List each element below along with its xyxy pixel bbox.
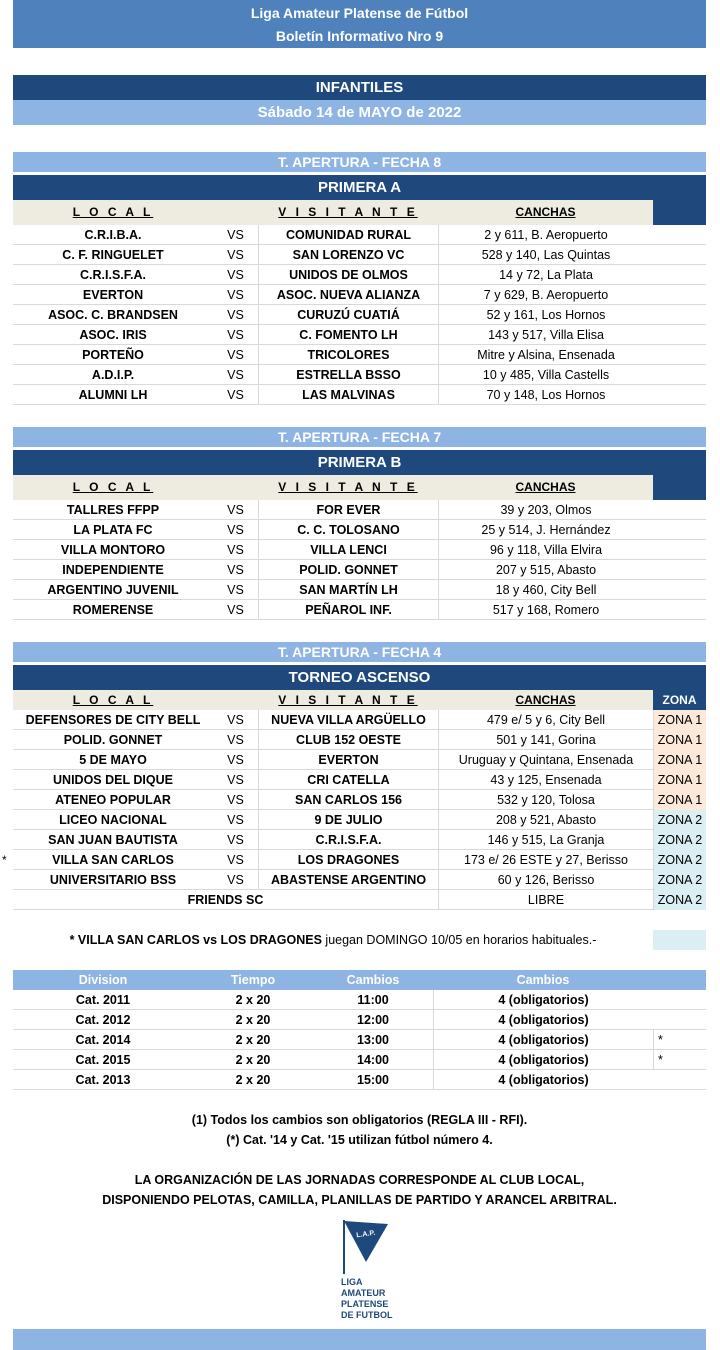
fixture-visitante: CURUZÚ CUATIÁ [258, 305, 438, 325]
fixture-cancha: 25 y 514, J. Hernández [438, 520, 653, 540]
fixture-zona: ZONA 2 [653, 870, 706, 890]
fixture-cancha: 2 y 611, B. Aeropuerto [438, 225, 653, 245]
fixture-local: LICEO NACIONAL [59, 813, 167, 827]
fixture-cancha: 528 y 140, Las Quintas [438, 245, 653, 265]
col-zona: ZONA [653, 690, 706, 710]
fixture-vs: VS [227, 328, 244, 342]
fixture-vs: VS [227, 543, 244, 557]
tt-hora: 15:00 [357, 1073, 389, 1087]
fixture-cancha: 517 y 168, Romero [438, 600, 653, 620]
fixture-vs: VS [227, 248, 244, 262]
tt-tiempo: 2 x 20 [235, 993, 271, 1007]
fixture-local: C.R.I.B.A. [84, 228, 142, 242]
libre-label: LIBRE [438, 890, 653, 910]
primera-b-title: PRIMERA B [13, 450, 706, 475]
fixture-row [13, 560, 706, 580]
fixture-visitante: C. FOMENTO LH [258, 325, 438, 345]
fixture-local: ARGENTINO JUVENIL [47, 583, 179, 597]
timetable-row [13, 1050, 706, 1070]
logo-wordmark [341, 1277, 393, 1321]
fixture-row [13, 580, 706, 600]
bulletin-number: Boletín Informativo Nro 9 [275, 28, 444, 44]
fixture-cancha: 7 y 629, B. Aeropuerto [438, 285, 653, 305]
fixture-vs: VS [227, 793, 244, 807]
bulletin-header [13, 0, 706, 48]
fixture-vs: VS [227, 753, 244, 767]
fixture-vs: VS [227, 388, 244, 402]
note-box [653, 930, 706, 950]
fixture-local: C.R.I.S.F.A. [80, 268, 146, 282]
fixture-cancha: 10 y 485, Villa Castells [438, 365, 653, 385]
tt-hora: 14:00 [357, 1053, 389, 1067]
match-date: Sábado 14 de MAYO de 2022 [13, 100, 706, 125]
fixture-visitante: C.R.I.S.F.A. [258, 830, 438, 850]
fixture-visitante: CRI CATELLA [258, 770, 438, 790]
tt-mark: * [653, 1030, 706, 1050]
fixture-local: ALUMNI LH [78, 388, 148, 402]
fixture-row [13, 540, 706, 560]
libre-zona: ZONA 2 [653, 890, 706, 910]
tt-tiempo: 2 x 20 [235, 1013, 271, 1027]
logo-line: LIGA [341, 1277, 363, 1287]
fixture-cancha: 43 y 125, Ensenada [438, 770, 653, 790]
fixture-local: LA PLATA FC [73, 523, 153, 537]
note-match: * VILLA SAN CARLOS vs LOS DRAGONES [69, 933, 322, 947]
fixture-visitante: ASOC. NUEVA ALIANZA [258, 285, 438, 305]
fixture-vs: VS [227, 288, 244, 302]
tt-cambios: 4 (obligatorios) [433, 1050, 653, 1070]
fixture-zona: ZONA 1 [653, 710, 706, 730]
fixture-vs: VS [227, 503, 244, 517]
fixture-local: EVERTON [82, 288, 144, 302]
organization-note-2: DISPONIENDO PELOTAS, CAMILLA, PLANILLAS DE PARTIDO Y ARANCEL ARBITRAL. [102, 1193, 617, 1207]
fixture-cancha: 173 e/ 26 ESTE y 27, Berisso [438, 850, 653, 870]
tt-division: Cat. 2015 [75, 1053, 131, 1067]
fixture-visitante: 9 DE JULIO [258, 810, 438, 830]
fixture-local: DEFENSORES DE CITY BELL [25, 713, 201, 727]
col-local: L O C A L [72, 693, 154, 707]
fixture-visitante: COMUNIDAD RURAL [258, 225, 438, 245]
fixture-vs: VS [227, 873, 244, 887]
fixture-row [13, 710, 706, 730]
fixture-visitante: NUEVA VILLA ARGÜELLO [258, 710, 438, 730]
logo-line: PLATENSE [341, 1299, 389, 1309]
col-canchas: CANCHAS [515, 480, 576, 494]
col-local: L O C A L [72, 205, 154, 219]
fixture-local: ATENEO POPULAR [55, 793, 171, 807]
tt-division: Cat. 2011 [75, 993, 131, 1007]
fixture-zona: ZONA 2 [653, 850, 706, 870]
fixture-cancha: 143 y 517, Villa Elisa [438, 325, 653, 345]
tt-division: Cat. 2012 [75, 1013, 131, 1027]
primera-b-fecha: T. APERTURA - FECHA 7 [13, 427, 706, 447]
note-text: juegan DOMINGO 10/05 en horarios habituales.- [321, 933, 597, 947]
fixture-cancha: 39 y 203, Olmos [438, 500, 653, 520]
fixture-row [13, 385, 706, 405]
primera-b-column-header [13, 475, 653, 500]
fixture-cancha: 14 y 72, La Plata [438, 265, 653, 285]
fixture-vs: VS [227, 853, 244, 867]
tt-mark: * [653, 1050, 706, 1070]
fixture-row [13, 750, 706, 770]
fixture-visitante: PEÑAROL INF. [258, 600, 438, 620]
tt-hora: 13:00 [357, 1033, 389, 1047]
footer-band [13, 1329, 706, 1350]
fixture-local: UNIDOS DEL DIQUE [53, 773, 173, 787]
fixture-visitante: ESTRELLA BSSO [258, 365, 438, 385]
fixture-visitante: C. C. TOLOSANO [258, 520, 438, 540]
fixture-local: UNIVERSITARIO BSS [49, 873, 177, 887]
fixture-row [13, 345, 706, 365]
tt-division: Cat. 2014 [75, 1033, 131, 1047]
fixture-row [13, 365, 706, 385]
fixture-visitante: VILLA LENCI [258, 540, 438, 560]
ascenso-title: TORNEO ASCENSO [13, 665, 706, 690]
fixture-row [13, 225, 706, 245]
fixture-row [13, 520, 706, 540]
schedule-note [13, 930, 653, 950]
fixture-local: C. F. RINGUELET [62, 248, 164, 262]
fixture-vs: VS [227, 813, 244, 827]
fixture-cancha: 60 y 126, Berisso [438, 870, 653, 890]
fixture-vs: VS [227, 348, 244, 362]
ascenso-fecha: T. APERTURA - FECHA 4 [13, 642, 706, 662]
fixture-vs: VS [227, 228, 244, 242]
fixture-visitante: EVERTON [258, 750, 438, 770]
fixture-local: 5 DE MAYO [79, 753, 147, 767]
fixture-vs: VS [227, 603, 244, 617]
fixture-vs: VS [227, 368, 244, 382]
logo-line: AMATEUR [341, 1288, 386, 1298]
tt-tiempo: 2 x 20 [235, 1033, 271, 1047]
fixture-visitante: ABASTENSE ARGENTINO [258, 870, 438, 890]
fixture-visitante: UNIDOS DE OLMOS [258, 265, 438, 285]
fixture-visitante: POLID. GONNET [258, 560, 438, 580]
fixture-local: ROMERENSE [72, 603, 154, 617]
fixture-row [13, 600, 706, 620]
fixture-cancha: 207 y 515, Abasto [438, 560, 653, 580]
fixture-row [13, 810, 706, 830]
fixture-local: ASOC. C. BRANDSEN [48, 308, 178, 322]
timetable-row [13, 1010, 706, 1030]
fixture-cancha: 146 y 515, La Granja [438, 830, 653, 850]
fixture-cancha: 18 y 460, City Bell [438, 580, 653, 600]
fixture-vs: VS [227, 308, 244, 322]
tt-cambios: 4 (obligatorios) [433, 1030, 653, 1050]
fixture-zona: ZONA 1 [653, 730, 706, 750]
fixture-vs: VS [227, 268, 244, 282]
tt-cambios: 4 (obligatorios) [433, 1010, 653, 1030]
fixture-zona: ZONA 2 [653, 810, 706, 830]
fixture-visitante: SAN LORENZO VC [258, 245, 438, 265]
fixture-vs: VS [227, 583, 244, 597]
fixture-zona: ZONA 1 [653, 750, 706, 770]
fixture-local: POLID. GONNET [63, 733, 163, 747]
fixture-local: VILLA MONTORO [60, 543, 166, 557]
tt-col-hora: Cambios [346, 973, 400, 987]
fixture-local: PORTEÑO [82, 348, 144, 362]
fixture-local: A.D.I.P. [91, 368, 135, 382]
fixture-visitante: LOS DRAGONES [258, 850, 438, 870]
col-canchas: CANCHAS [515, 205, 576, 219]
fixture-visitante: FOR EVER [258, 500, 438, 520]
league-name: Liga Amateur Platense de Fútbol [250, 5, 469, 21]
col-visitante: V I S I T A N T E [278, 693, 418, 707]
fixture-local: INDEPENDIENTE [62, 563, 164, 577]
timetable-row [13, 1070, 706, 1090]
fixture-cancha: 501 y 141, Gorina [438, 730, 653, 750]
fixture-row [13, 770, 706, 790]
fixture-row [13, 305, 706, 325]
asterisk-mark: * [2, 853, 7, 867]
primera-b-header-tail [653, 475, 706, 500]
category-title: INFANTILES [13, 75, 706, 100]
fixture-vs: VS [227, 713, 244, 727]
fixture-row [13, 285, 706, 305]
logo-line: DE FUTBOL [341, 1310, 393, 1320]
fixture-local: ASOC. IRIS [79, 328, 147, 342]
tt-col-cambios: Cambios [516, 973, 570, 987]
fixture-visitante: LAS MALVINAS [258, 385, 438, 405]
primera-a-fecha: T. APERTURA - FECHA 8 [13, 152, 706, 172]
primera-a-column-header [13, 200, 653, 225]
fixture-vs: VS [227, 523, 244, 537]
fixture-zona: ZONA 1 [653, 770, 706, 790]
libre-row [13, 890, 706, 910]
fixture-row [13, 830, 706, 850]
fixture-row [13, 325, 706, 345]
fixture-visitante: TRICOLORES [258, 345, 438, 365]
fixture-row [13, 790, 706, 810]
footnote-2: (*) Cat. '14 y Cat. '15 utilizan fútbol número 4. [226, 1133, 493, 1147]
fixture-visitante: CLUB 152 OESTE [258, 730, 438, 750]
fixture-row [13, 730, 706, 750]
timetable-row [13, 990, 706, 1010]
tt-tiempo: 2 x 20 [235, 1073, 271, 1087]
fixture-vs: VS [227, 563, 244, 577]
tt-tiempo: 2 x 20 [235, 1053, 271, 1067]
fixture-cancha: Mitre y Alsina, Ensenada [438, 345, 653, 365]
fixture-cancha: 96 y 118, Villa Elvira [438, 540, 653, 560]
tt-col-tiempo: Tiempo [230, 973, 276, 987]
fixture-row [13, 870, 706, 890]
fixture-local: VILLA SAN CARLOS [52, 853, 174, 867]
tt-division: Cat. 2013 [75, 1073, 131, 1087]
fixture-vs: VS [227, 773, 244, 787]
primera-a-header-tail [653, 200, 706, 225]
tt-cambios: 4 (obligatorios) [433, 990, 653, 1010]
footnote-1: (1) Todos los cambios son obligatorios (REGLA III - RFI). [191, 1113, 528, 1127]
fixture-row [13, 850, 706, 870]
fixture-zona: ZONA 2 [653, 830, 706, 850]
col-local: L O C A L [72, 480, 154, 494]
organization-note-1: LA ORGANIZACIÓN DE LAS JORNADAS CORRESPONDE AL CLUB LOCAL, [134, 1173, 585, 1187]
col-visitante: V I S I T A N T E [278, 480, 418, 494]
fixture-local: SAN JUAN BAUTISTA [48, 833, 178, 847]
tt-cambios: 4 (obligatorios) [433, 1070, 653, 1090]
col-visitante: V I S I T A N T E [278, 205, 418, 219]
fixture-visitante: SAN CARLOS 156 [258, 790, 438, 810]
timetable-row [13, 1030, 706, 1050]
tt-hora: 12:00 [357, 1013, 389, 1027]
tt-col-division: Division [78, 973, 128, 987]
fixture-cancha: Uruguay y Quintana, Ensenada [438, 750, 653, 770]
fixture-row [13, 500, 706, 520]
fixture-cancha: 532 y 120, Tolosa [438, 790, 653, 810]
fixture-cancha: 479 e/ 5 y 6, City Bell [438, 710, 653, 730]
fixture-row [13, 265, 706, 285]
fixture-cancha: 208 y 521, Abasto [438, 810, 653, 830]
libre-club: FRIENDS SC [187, 893, 264, 907]
fixture-vs: VS [227, 733, 244, 747]
ascenso-column-header [13, 690, 653, 710]
fixture-row [13, 245, 706, 265]
primera-a-title: PRIMERA A [13, 175, 706, 200]
fixture-local: TALLRES FFPP [66, 503, 160, 517]
fixture-zona: ZONA 1 [653, 790, 706, 810]
col-canchas: CANCHAS [515, 693, 576, 707]
fixture-cancha: 52 y 161, Los Hornos [438, 305, 653, 325]
fixture-cancha: 70 y 148, Los Hornos [438, 385, 653, 405]
tt-hora: 11:00 [357, 993, 389, 1007]
timetable-header [13, 970, 706, 990]
fixture-vs: VS [227, 833, 244, 847]
logo-flag-text: L.A.P. [355, 1229, 376, 1240]
fixture-visitante: SAN MARTÍN LH [258, 580, 438, 600]
